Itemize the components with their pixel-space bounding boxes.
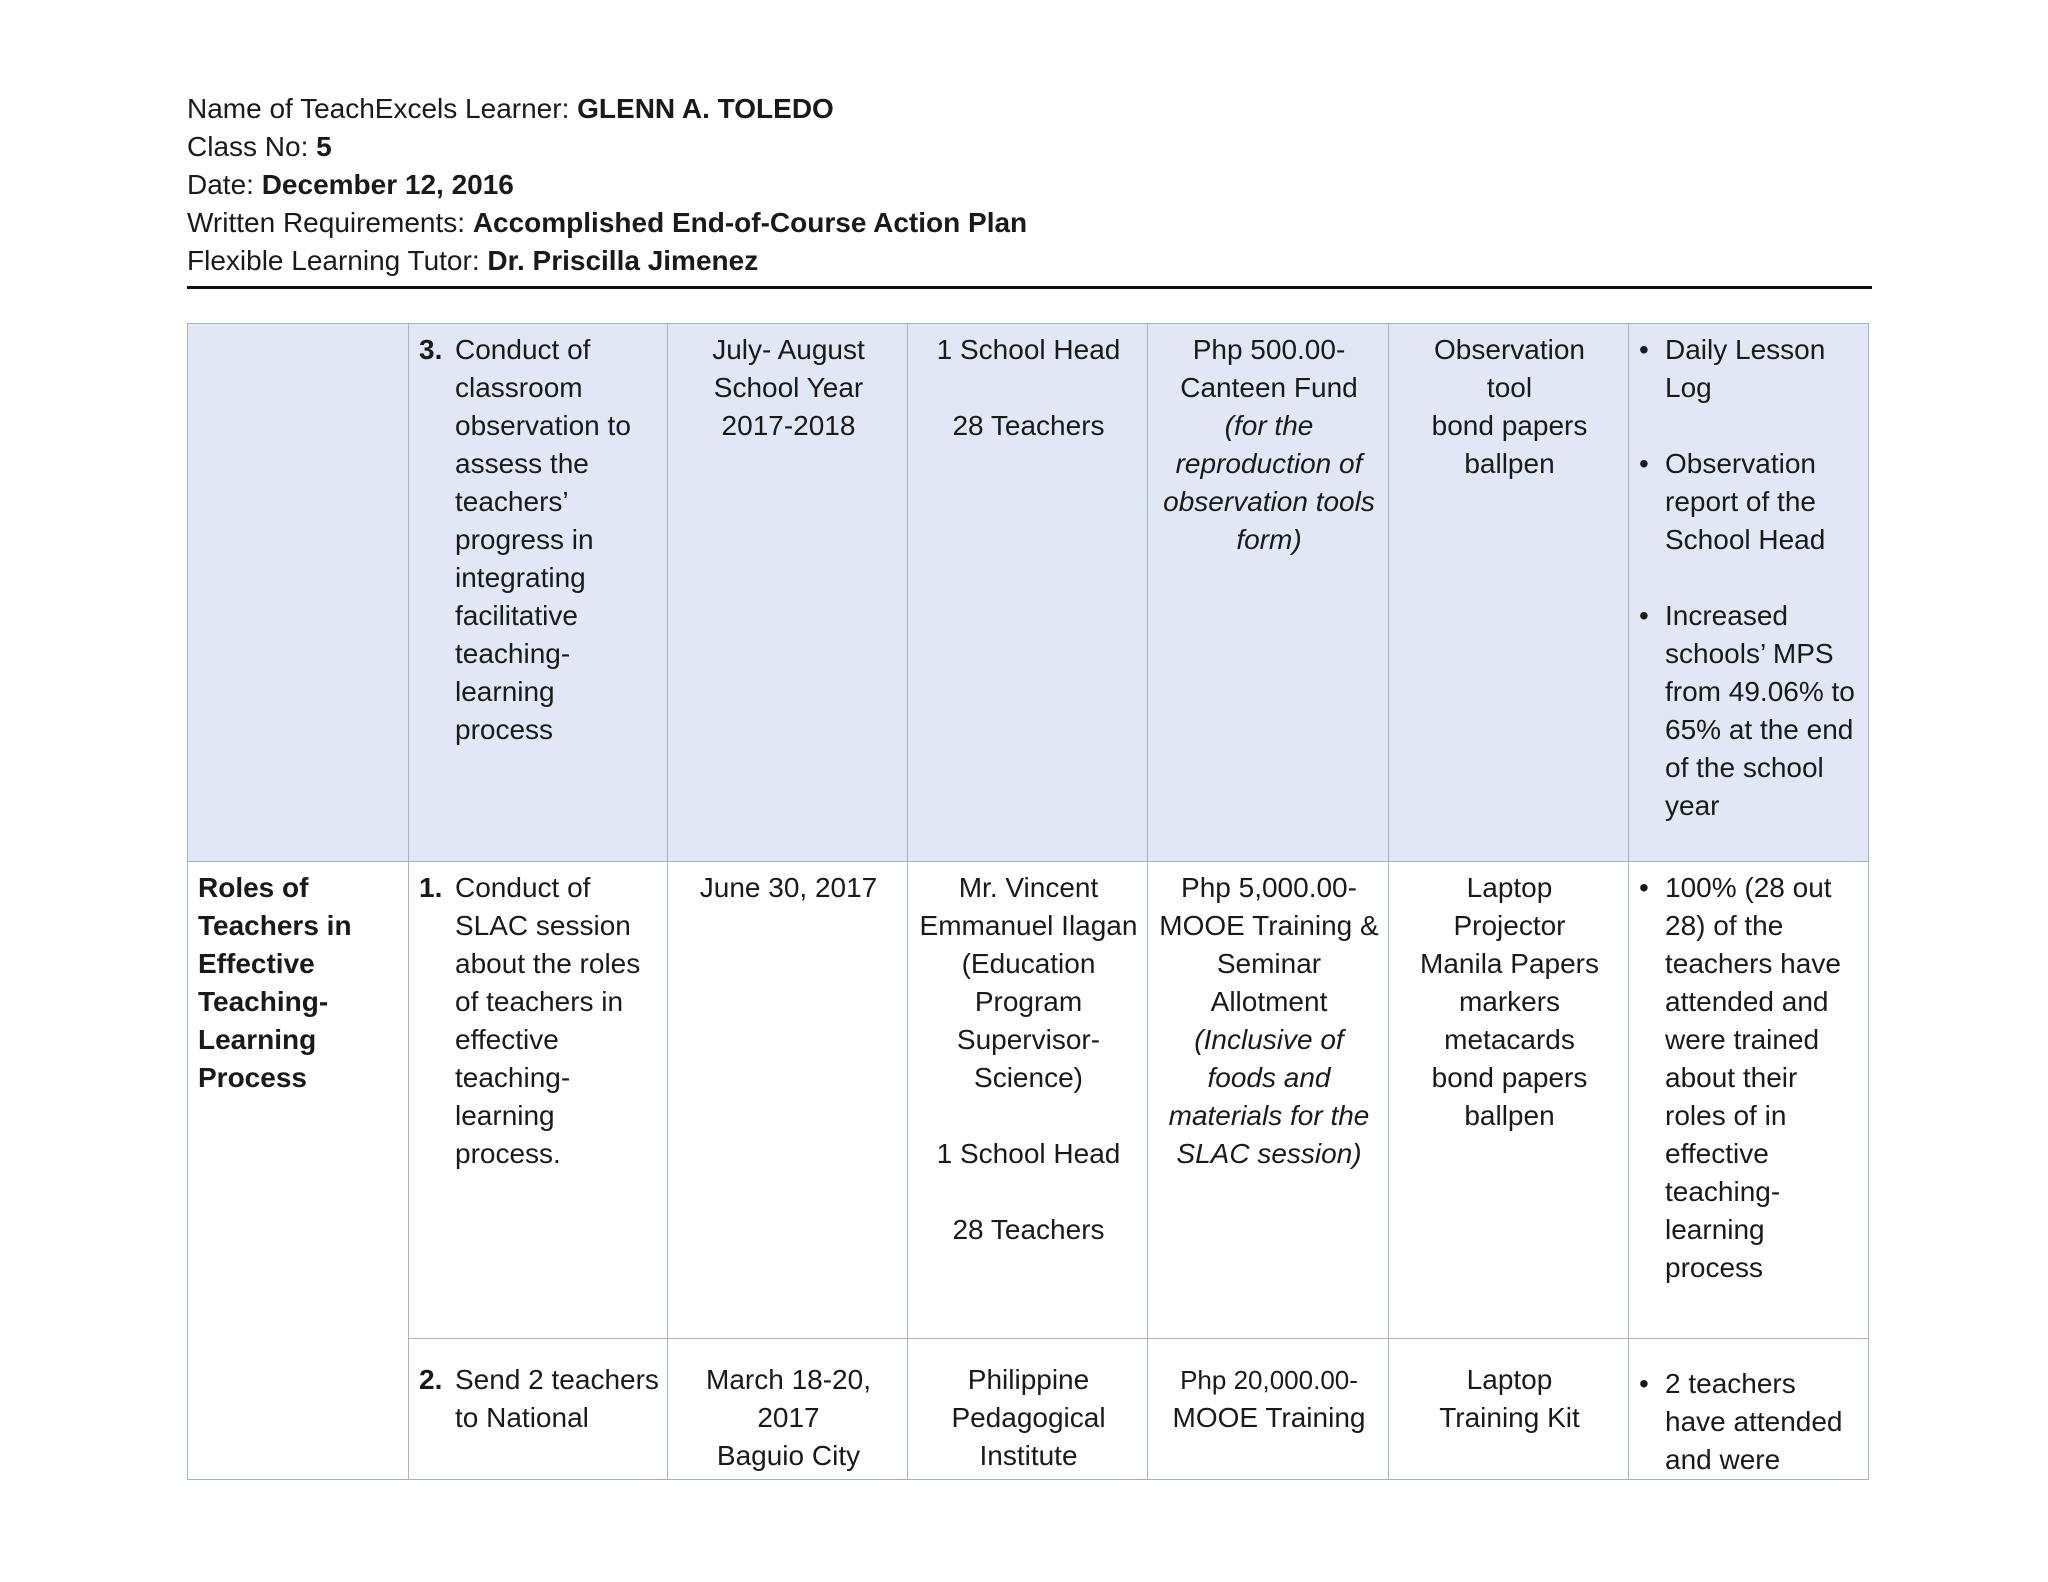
tutor-name: Dr. Priscilla Jimenez (487, 245, 759, 276)
resource-item: Laptop (1466, 1364, 1553, 1395)
resources-cell (1389, 324, 1629, 862)
document-header (187, 90, 1872, 280)
resource-item: Observation (1434, 334, 1585, 365)
table-row (188, 1339, 1869, 1480)
time-frame-cell (668, 1339, 908, 1480)
resource-item: metacards (1444, 1024, 1575, 1055)
budget-cell (1148, 324, 1389, 862)
resource-item: ballpen (1464, 448, 1555, 479)
bullet-icon: • (1639, 1368, 1649, 1399)
table-row (188, 862, 1869, 1339)
expected-output-text: 100% (28 out 28) of the teachers have attended and were trained about their roles of in effective teaching-learning process (1665, 872, 1841, 1283)
bullet-icon: • (1639, 448, 1649, 479)
person-entry: 1 School Head (936, 334, 1121, 365)
tutor-line (187, 242, 1872, 280)
learner-line (187, 90, 1872, 128)
time-line: School Year (713, 372, 864, 403)
class-line (187, 128, 1872, 166)
expected-output-cell (1629, 862, 1869, 1339)
action-plan-table (187, 323, 1869, 1480)
person-entry: Pedagogical (951, 1402, 1106, 1433)
person-entry: Philippine (967, 1364, 1090, 1395)
resource-item: Manila Papers (1420, 948, 1599, 979)
learner-name: GLENN A. TOLEDO (577, 93, 834, 124)
date-value: December 12, 2016 (261, 169, 514, 200)
budget-source: MOOE Training (1172, 1402, 1366, 1433)
resource-item: Laptop (1466, 872, 1553, 903)
expected-output-cell (1629, 1339, 1869, 1480)
learner-label: Name of TeachExcels Learner: (187, 93, 578, 124)
person-entry: Mr. Vincent Emmanuel Ilagan (Education Program Supervisor-Science) (919, 872, 1138, 1093)
resource-item: markers (1458, 986, 1561, 1017)
resource-item: bond papers (1431, 1062, 1588, 1093)
requirements-label: Written Requirements: (187, 207, 473, 238)
activity-cell (409, 862, 668, 1339)
time-line: Baguio City (716, 1440, 861, 1471)
time-frame-cell (668, 324, 908, 862)
budget-cell (1148, 862, 1389, 1339)
list-item (1639, 597, 1860, 825)
budget-note: (for the reproduction of observation tools form) (1163, 410, 1375, 555)
activity-cell (409, 324, 668, 862)
activity-text: Send 2 teachers to National (455, 1364, 659, 1433)
class-label: Class No: (187, 131, 317, 162)
tutor-label: Flexible Learning Tutor: (187, 245, 488, 276)
budget-amount: Php 5,000.00-MOOE Training & Seminar Allotment (1159, 872, 1379, 1017)
header-divider (187, 286, 1872, 289)
time-line: 2017 (757, 1402, 820, 1433)
resource-item: ballpen (1464, 1100, 1555, 1131)
resource-item: tool (1486, 372, 1533, 403)
activity-number: 3. (419, 334, 443, 365)
time-frame-cell (668, 862, 908, 1339)
date-label: Date: (187, 169, 262, 200)
time-line: June 30, 2017 (699, 872, 878, 903)
expected-output-text: 2 teachers have attended and were (1665, 1368, 1843, 1475)
resources-cell (1389, 862, 1629, 1339)
list-item (1639, 869, 1860, 1287)
list-item (1639, 1365, 1860, 1479)
person-entry: Institute (979, 1440, 1078, 1471)
person-entry: 1 School Head (936, 1138, 1121, 1169)
area-cell: Roles of Teachers in Effective Teaching-Learning Process (188, 862, 409, 1480)
time-line: 2017-2018 (721, 410, 856, 441)
time-line: July- August (712, 334, 865, 365)
expected-output-text: Observation report of the School Head (1665, 448, 1826, 555)
date-line (187, 166, 1872, 204)
persons-cell (908, 862, 1148, 1339)
bullet-icon: • (1639, 600, 1649, 631)
person-entry: 28 Teachers (952, 410, 1105, 441)
expected-output-text: Daily Lesson Log (1665, 334, 1826, 403)
resource-item: bond papers (1431, 410, 1588, 441)
area-cell (188, 324, 409, 862)
class-number: 5 (316, 131, 332, 162)
activity-number: 1. (419, 872, 443, 903)
budget-note: (Inclusive of foods and materials for the SLAC session) (1168, 1024, 1370, 1169)
activity-text: Conduct of classroom observation to assess the teachers’ progress in integrating facilitative teaching-learning process (455, 334, 631, 745)
list-item (1639, 445, 1860, 559)
bullet-icon: • (1639, 334, 1649, 365)
persons-cell (908, 1339, 1148, 1480)
expected-output-text: Increased schools’ MPS from 49.06% to 65% at the end of the school year (1665, 600, 1855, 821)
persons-cell (908, 324, 1148, 862)
bullet-icon: • (1639, 872, 1649, 903)
list-item (1639, 331, 1860, 407)
activity-cell (409, 1339, 668, 1480)
resource-item: Training Kit (1439, 1402, 1580, 1433)
person-entry: 28 Teachers (952, 1214, 1105, 1245)
requirements-value: Accomplished End-of-Course Action Plan (472, 207, 1028, 238)
resources-cell (1389, 1339, 1629, 1480)
activity-text: Conduct of SLAC session about the roles of teachers in effective teaching-learning process. (455, 872, 641, 1169)
budget-amount: Php 20,000.00- (1180, 1365, 1358, 1395)
budget-cell (1148, 1339, 1389, 1480)
resource-item: Projector (1453, 910, 1566, 941)
budget-amount: Php 500.00-Canteen Fund (1180, 334, 1358, 403)
activity-number: 2. (419, 1364, 443, 1395)
expected-output-cell (1629, 324, 1869, 862)
requirements-line (187, 204, 1872, 242)
table-row (188, 324, 1869, 862)
time-line: March 18-20, (706, 1364, 871, 1395)
